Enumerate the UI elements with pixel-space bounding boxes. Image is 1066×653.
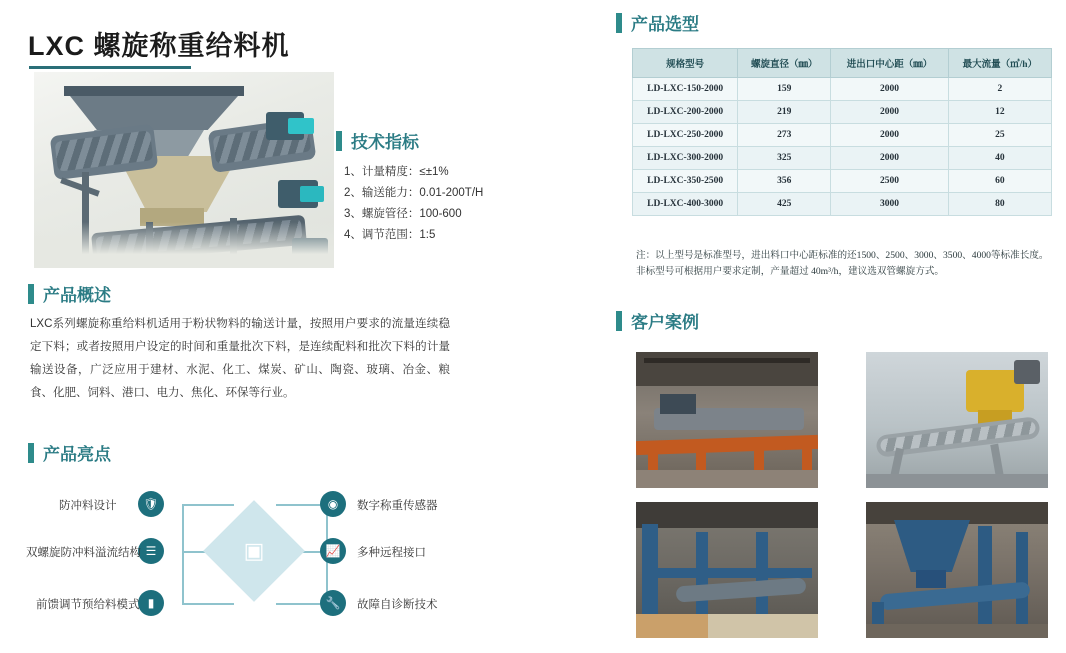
table-cell: LD-LXC-250-2000 <box>633 124 738 147</box>
table-cell: 3000 <box>831 193 949 216</box>
table-cell: LD-LXC-200-2000 <box>633 101 738 124</box>
sensor-icon: ◉ <box>320 491 346 517</box>
table-row <box>633 170 1052 193</box>
highlight-label-left-1: 防冲料设计 <box>59 500 117 512</box>
tech-spec-item: 1、计量精度：≤±1% <box>344 166 449 178</box>
table-row <box>633 124 1052 147</box>
table-cell: LD-LXC-400-3000 <box>633 193 738 216</box>
table-cell: 80 <box>948 193 1051 216</box>
table-row <box>633 101 1052 124</box>
case-photo-4 <box>866 502 1048 638</box>
table-cell: LD-LXC-350-2500 <box>633 170 738 193</box>
tech-specs-list <box>344 162 544 246</box>
specification-table <box>632 48 1052 216</box>
page-title: LXC 螺旋称重给料机 <box>28 31 290 61</box>
boxes-icon: ▣ <box>243 538 265 563</box>
selection-heading <box>616 10 699 35</box>
section-bar-icon <box>616 311 622 331</box>
table-cell: 2500 <box>831 170 949 193</box>
case-photo-grid <box>636 352 1050 644</box>
book-icon: ▮ <box>138 590 164 616</box>
table-header-cell: 最大流量（㎥/h） <box>948 49 1051 78</box>
tech-specs-heading <box>336 128 419 153</box>
product-photo <box>34 72 334 268</box>
highlight-label-left-3: 前馈调节预给料模式 <box>36 599 140 611</box>
selection-heading-label: 产品选型 <box>631 15 699 34</box>
table-cell: 2 <box>948 78 1051 101</box>
highlight-label-right-1: 数字称重传感器 <box>357 500 438 512</box>
table-cell: 425 <box>738 193 831 216</box>
table-header-cell: 规格型号 <box>633 49 738 78</box>
tech-spec-item: 4、调节范围：1:5 <box>344 229 436 241</box>
table-cell: 2000 <box>831 147 949 170</box>
tool-icon: 🔧 <box>320 590 346 616</box>
table-cell: 40 <box>948 147 1051 170</box>
table-cell: LD-LXC-150-2000 <box>633 78 738 101</box>
table-header-cell: 进出口中心距（㎜） <box>831 49 949 78</box>
highlight-label-right-2: 多种远程接口 <box>357 547 426 559</box>
table-cell: 325 <box>738 147 831 170</box>
overview-heading-label: 产品概述 <box>43 286 111 305</box>
table-row <box>633 147 1052 170</box>
table-cell: 2000 <box>831 124 949 147</box>
table-cell: LD-LXC-300-2000 <box>633 147 738 170</box>
table-cell: 159 <box>738 78 831 101</box>
table-row <box>633 193 1052 216</box>
table-cell: 60 <box>948 170 1051 193</box>
section-bar-icon <box>28 443 34 463</box>
table-cell: 273 <box>738 124 831 147</box>
table-row <box>633 78 1052 101</box>
section-bar-icon <box>616 13 622 33</box>
title-underline <box>29 66 191 69</box>
table-header-cell: 螺旋直径（㎜） <box>738 49 831 78</box>
highlights-heading-label: 产品亮点 <box>43 445 111 464</box>
section-bar-icon <box>336 131 342 151</box>
table-cell: 356 <box>738 170 831 193</box>
table-cell: 219 <box>738 101 831 124</box>
table-note: 注：以上型号是标准型号，进出料口中心距标准的还1500、2500、3000、3500、4000等标准长度。非标型号可根据用户要求定制，产量超过 40m³/h，建议选双管螺旋方式。 <box>636 250 1049 277</box>
case-photo-2 <box>866 352 1048 488</box>
table-cell: 25 <box>948 124 1051 147</box>
tech-spec-item: 2、输送能力：0.01-200T/H <box>344 187 484 199</box>
highlights-diagram <box>20 470 480 645</box>
cases-heading <box>616 308 699 333</box>
tech-specs-heading-label: 技术指标 <box>351 133 419 152</box>
case-photo-1 <box>636 352 818 488</box>
overview-heading <box>28 281 111 306</box>
table-cell: 2000 <box>831 101 949 124</box>
highlights-heading <box>28 440 111 465</box>
highlight-label-left-2: 双螺旋防冲料溢流结构 <box>26 547 141 559</box>
section-bar-icon <box>28 284 34 304</box>
shield-icon: 🛡 <box>138 491 164 517</box>
cases-heading-label: 客户案例 <box>631 313 699 332</box>
tech-spec-item: 3、螺旋管径：100-600 <box>344 208 462 220</box>
list-icon: ☰ <box>138 538 164 564</box>
highlight-label-right-3: 故障自诊断技术 <box>357 599 438 611</box>
table-cell: 12 <box>948 101 1051 124</box>
right-column <box>600 0 1066 653</box>
chart-icon: 📈 <box>320 538 346 564</box>
case-photo-3 <box>636 502 818 638</box>
overview-body: LXC系列螺旋称重给料机适用于粉状物料的输送计量，按照用户要求的流量连续稳定下料；或者按照用户设定的时间和重量批次下料，是连续配料和批次下料的计量输送设备，广泛应用于建材、水泥、化工、煤炭、矿山、陶瓷、玻璃、冶金、粮食、化肥、饲料、港口、电力、焦化、环保等行业。 <box>30 318 450 399</box>
table-cell: 2000 <box>831 78 949 101</box>
table-header-row <box>633 49 1052 78</box>
